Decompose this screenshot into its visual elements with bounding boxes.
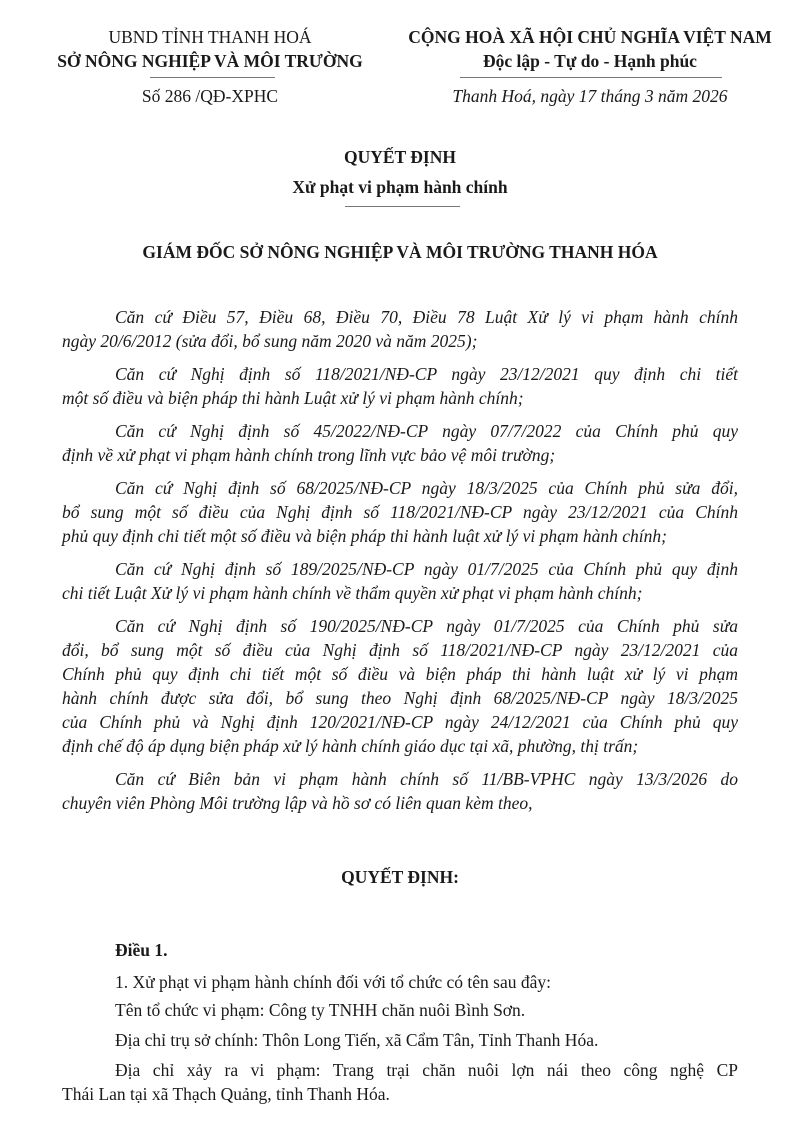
document-subtitle: Xử phạt vi phạm hành chính [292,177,508,197]
preamble-line: định về xử phạt vi phạm hành chính trong lĩnh vực bảo vệ môi trường; [62,445,556,465]
divider [150,77,275,78]
preamble-line: hành chính được sửa đổi, bổ sung theo Nghị định 68/2025/NĐ-CP ngày 18/3/2025 [62,688,738,708]
preamble-line: chuyên viên Phòng Môi trường lập và hồ sơ có liên quan kèm theo, [62,793,533,813]
preamble-line: Căn cứ Biên bản vi phạm hành chính số 11/BB-VPHC ngày 13/3/2026 do [115,769,738,789]
date-line: Thanh Hoá, ngày 17 tháng 3 năm 2026 [452,86,728,106]
preamble-line: ngày 20/6/2012 (sửa đổi, bổ sung năm 2020 và năm 2025); [62,331,478,351]
preamble-line: bổ sung một số điều của Nghị định số 118/2021/NĐ-CP ngày 23/12/2021 của Chính [62,502,738,522]
issuing-authority: SỞ NÔNG NGHIỆP VÀ MÔI TRƯỜNG [57,51,363,71]
preamble-line: Căn cứ Nghị định số 118/2021/NĐ-CP ngày 23/12/2021 quy định chi tiết [115,364,738,384]
authority-heading: GIÁM ĐỐC SỞ NÔNG NGHIỆP VÀ MÔI TRƯỜNG THANH HÓA [142,242,658,262]
divider [460,77,722,78]
preamble-line: của Chính phủ và Nghị định 120/2021/NĐ-CP ngày 24/12/2021 của Chính phủ quy [62,712,738,732]
document-number: Số 286 /QĐ-XPHC [141,86,279,106]
national-title: CỘNG HOÀ XÃ HỘI CHỦ NGHĨA VIỆT NAM [408,27,772,47]
preamble-line: Chính phủ quy định chi tiết một số điều và biện pháp thi hành luật xử lý vi phạm [62,664,738,684]
preamble-line: Căn cứ Nghị định số 68/2025/NĐ-CP ngày 18/3/2025 của Chính phủ sửa đổi, [115,478,738,498]
violation-address-line: Thái Lan tại xã Thạch Quảng, tỉnh Thanh Hóa. [62,1084,390,1104]
preamble-line: chi tiết Luật Xử lý vi phạm hành chính về thẩm quyền xử phạt vi phạm hành chính; [62,583,643,603]
org-name: Tên tổ chức vi phạm: Công ty TNHH chăn nuôi Bình Sơn. [115,1000,526,1020]
violation-address-line: Địa chỉ xảy ra vi phạm: Trang trại chăn nuôi lợn nái theo công nghệ CP [115,1060,738,1080]
preamble-line: định chế độ áp dụng biện pháp xử lý hành chính giáo dục tại xã, phường, thị trấn; [62,736,639,756]
national-motto: Độc lập - Tự do - Hạnh phúc [483,51,697,71]
preamble-line: Căn cứ Nghị định số 45/2022/NĐ-CP ngày 07/7/2022 của Chính phủ quy [115,421,738,441]
article-item: 1. Xử phạt vi phạm hành chính đối với tổ chức có tên sau đây: [115,972,551,992]
decision-heading: QUYẾT ĐỊNH: [341,867,459,887]
preamble-line: đổi, bổ sung một số điều của Nghị định số 118/2021/NĐ-CP ngày 23/12/2021 của [62,640,738,660]
divider [345,206,460,207]
preamble-line: một số điều và biện pháp thi hành Luật xử lý vi phạm hành chính; [62,388,524,408]
document-title: QUYẾT ĐỊNH [344,147,456,167]
preamble-line: Căn cứ Nghị định số 189/2025/NĐ-CP ngày 01/7/2025 của Chính phủ quy định [115,559,738,579]
hq-address: Địa chỉ trụ sở chính: Thôn Long Tiến, xã Cẩm Tân, Tỉnh Thanh Hóa. [115,1030,599,1050]
preamble-line: Căn cứ Điều 57, Điều 68, Điều 70, Điều 78 Luật Xử lý vi phạm hành chính [115,307,738,327]
preamble-line: phủ quy định chi tiết một số điều và biện pháp thi hành luật xử lý vi phạm hành chính; [62,526,667,546]
issuing-authority-parent: UBND TỈNH THANH HOÁ [108,27,312,47]
preamble-line: Căn cứ Nghị định số 190/2025/NĐ-CP ngày 01/7/2025 của Chính phủ sửa [115,616,738,636]
article-heading: Điều 1. [115,940,168,960]
